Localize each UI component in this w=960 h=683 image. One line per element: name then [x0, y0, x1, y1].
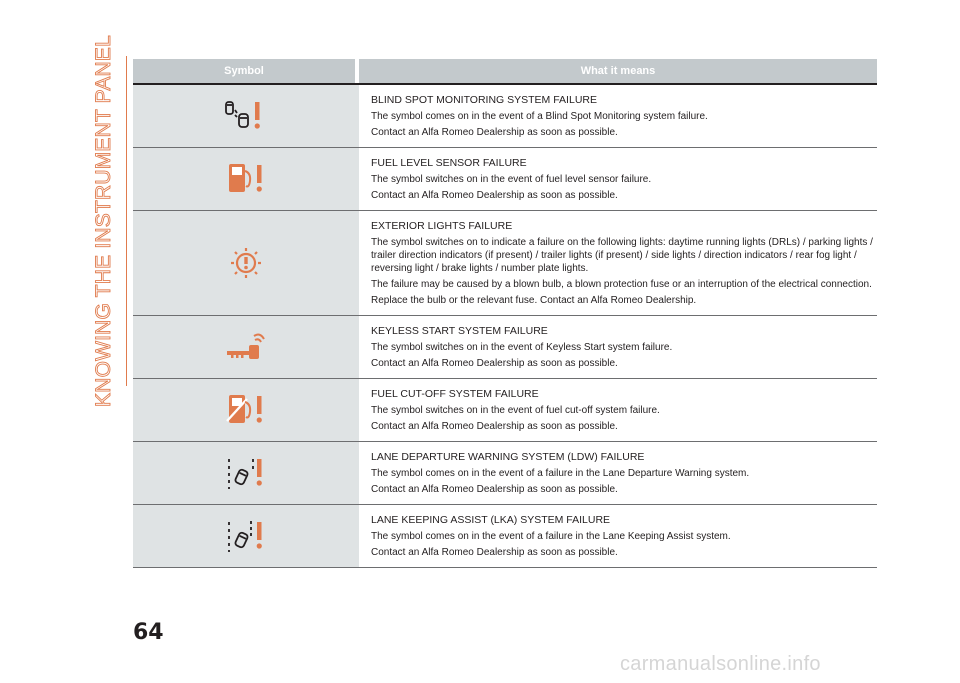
row-title: EXTERIOR LIGHTS FAILURE — [371, 220, 513, 232]
row-text: Contact an Alfa Romeo Dealership as soon as possible. — [371, 127, 618, 138]
row-text: Contact an Alfa Romeo Dealership as soon as possible. — [371, 190, 618, 201]
symbol-cell — [133, 211, 359, 315]
row-title: LANE DEPARTURE WARNING SYSTEM (LDW) FAILURE — [371, 451, 645, 463]
symbol-cell — [133, 148, 359, 210]
fuel-level-sensor-failure-icon — [223, 161, 269, 197]
row-title: FUEL LEVEL SENSOR FAILURE — [371, 157, 527, 169]
header-meaning-label: What it means — [580, 65, 656, 77]
row-text: The symbol switches on to indicate a failure on the following lights: daytime running lights (DRLs) / parking lights / trailer direction indicators (if present) / trailer lights (if present) / side lights / direction indicators / rear fog light / reversing light / brake lights / number plate lights. — [371, 237, 873, 274]
meaning-cell — [359, 505, 877, 567]
table-row — [133, 316, 877, 379]
row-text: The symbol comes on in the event of a failure in the Lane Departure Warning system. — [371, 468, 750, 479]
row-title: BLIND SPOT MONITORING SYSTEM FAILURE — [371, 94, 597, 106]
symbol-cell — [133, 442, 359, 504]
row-text: Contact an Alfa Romeo Dealership as soon as possible. — [371, 547, 618, 558]
watermark: carmanualsonline.info — [620, 653, 821, 675]
meaning-cell — [359, 316, 877, 378]
row-text: The symbol comes on in the event of a failure in the Lane Keeping Assist system. — [371, 531, 731, 542]
header-meaning — [355, 59, 877, 83]
symbol-cell — [133, 379, 359, 441]
meaning-cell — [359, 442, 877, 504]
row-text: The symbol switches on in the event of fuel cut-off system failure. — [371, 405, 660, 416]
meaning-cell — [359, 85, 877, 147]
row-text: Contact an Alfa Romeo Dealership as soon as possible. — [371, 358, 618, 369]
header-symbol-label: Symbol — [224, 65, 264, 77]
meaning-cell — [359, 211, 877, 315]
table-row — [133, 148, 877, 211]
table-row — [133, 442, 877, 505]
symbol-table — [133, 59, 877, 568]
row-text: Contact an Alfa Romeo Dealership as soon as possible. — [371, 484, 618, 495]
exterior-lights-failure-icon — [223, 245, 269, 281]
row-text: The symbol switches on in the event of fuel level sensor failure. — [371, 174, 652, 185]
page-number: 64 — [133, 620, 164, 645]
fuel-cutoff-failure-icon — [223, 392, 269, 428]
row-text: The symbol switches on in the event of Keyless Start system failure. — [371, 342, 673, 353]
row-text: The failure may be caused by a blown bulb, a blown protection fuse or an interruption of the electrical connection. — [371, 279, 872, 290]
row-title: FUEL CUT-OFF SYSTEM FAILURE — [371, 388, 539, 400]
lane-keeping-assist-failure-icon — [223, 518, 269, 554]
table-row — [133, 211, 877, 316]
section-title — [84, 35, 124, 407]
row-text: The symbol comes on in the event of a Blind Spot Monitoring system failure. — [371, 111, 708, 122]
blind-spot-failure-icon — [223, 98, 269, 134]
table-header — [133, 59, 877, 85]
symbol-cell — [133, 505, 359, 567]
lane-departure-warning-failure-icon — [223, 455, 269, 491]
table-row — [133, 85, 877, 148]
meaning-cell — [359, 148, 877, 210]
section-title-text: KNOWING THE INSTRUMENT PANEL — [92, 35, 115, 407]
header-symbol — [133, 59, 355, 83]
meaning-cell — [359, 379, 877, 441]
row-text: Replace the bulb or the relevant fuse. Contact an Alfa Romeo Dealership. — [371, 295, 697, 306]
row-title: LANE KEEPING ASSIST (LKA) SYSTEM FAILURE — [371, 514, 611, 526]
symbol-cell — [133, 85, 359, 147]
row-text: Contact an Alfa Romeo Dealership as soon as possible. — [371, 421, 618, 432]
section-rule — [126, 56, 127, 386]
symbol-cell — [133, 316, 359, 378]
row-title: KEYLESS START SYSTEM FAILURE — [371, 325, 548, 337]
table-row — [133, 505, 877, 568]
table-row — [133, 379, 877, 442]
keyless-start-failure-icon — [223, 329, 269, 365]
